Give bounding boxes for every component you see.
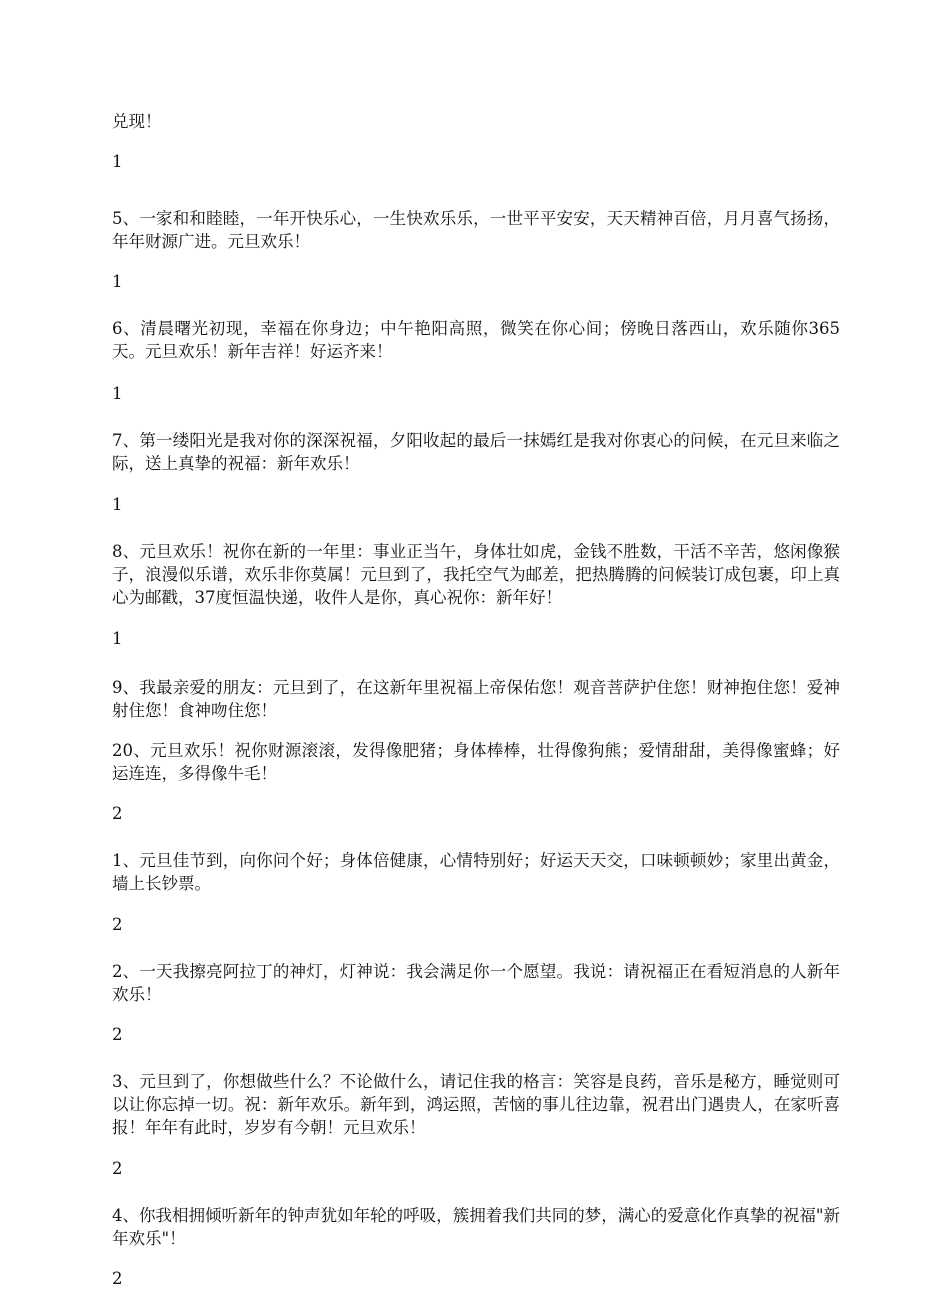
section-number: 2 xyxy=(112,1025,123,1044)
paragraph: 5、一家和和睦睦，一年开快乐心，一生快欢乐乐，一世平平安安，天天精神百倍，月月喜气扬扬，年年财源广进。元旦欢乐！ xyxy=(112,209,840,251)
paragraph: 2、一天我擦亮阿拉丁的神灯，灯神说：我会满足你一个愿望。我说：请祝福正在看短消息的人新年欢乐！ xyxy=(112,962,840,1004)
paragraph: 3、元旦到了，你想做些什么？不论做什么，请记住我的格言：笑容是良药，音乐是秘方，睡觉则可以让你忘掉一切。祝：新年欢乐。新年到，鸿运照，苦恼的事儿往边靠，祝君出门遇贵人，在家听喜报！年年有此时，岁岁有今朝！元旦欢乐！ xyxy=(112,1072,840,1137)
section-number: 1 xyxy=(112,272,123,291)
paragraph: 1、元旦佳节到，向你问个好；身体倍健康，心情特别好；好运天天交，口味顿顿妙；家里出黄金，墙上长钞票。 xyxy=(112,851,840,893)
paragraph: 20、元旦欢乐！祝你财源滚滚，发得像肥猪；身体棒棒，壮得像狗熊；爱情甜甜，美得像蜜蜂；好运连连，多得像牛毛！ xyxy=(112,741,840,783)
paragraph: 9、我最亲爱的朋友：元旦到了，在这新年里祝福上帝保佑您！观音菩萨护住您！财神抱住您！爱神射住您！食神吻住您！ xyxy=(112,678,840,720)
section-number: 1 xyxy=(112,384,123,403)
paragraph: 兑现！ xyxy=(112,112,162,131)
section-number: 2 xyxy=(112,804,123,823)
section-number: 1 xyxy=(112,629,123,648)
paragraph: 7、第一缕阳光是我对你的深深祝福，夕阳收起的最后一抹嫣红是我对你衷心的问候，在元旦来临之际，送上真挚的祝福：新年欢乐！ xyxy=(112,431,840,473)
paragraph: 4、你我相拥倾听新年的钟声犹如年轮的呼吸，簇拥着我们共同的梦，满心的爱意化作真挚的祝福"新年欢乐"！ xyxy=(112,1206,840,1248)
section-number: 2 xyxy=(112,915,123,934)
paragraph: 8、元旦欢乐！祝你在新的一年里：事业正当午，身体壮如虎，金钱不胜数，干活不辛苦，悠闲像猴子，浪漫似乐谱，欢乐非你莫属！元旦到了，我托空气为邮差，把热腾腾的问候装订成包裹，印上真心为邮戳，37度恒温快递，收件人是你，真心祝你：新年好！ xyxy=(112,542,840,607)
section-number: 2 xyxy=(112,1159,123,1178)
document-body xyxy=(112,110,840,1290)
paragraph: 6、清晨曙光初现，幸福在你身边；中午艳阳高照，微笑在你心间；傍晚日落西山，欢乐随你365天。元旦欢乐！新年吉祥！好运齐来！ xyxy=(112,319,840,361)
section-number: 1 xyxy=(112,495,123,514)
section-number: 2 xyxy=(112,1269,123,1288)
section-number: 1 xyxy=(112,152,123,171)
